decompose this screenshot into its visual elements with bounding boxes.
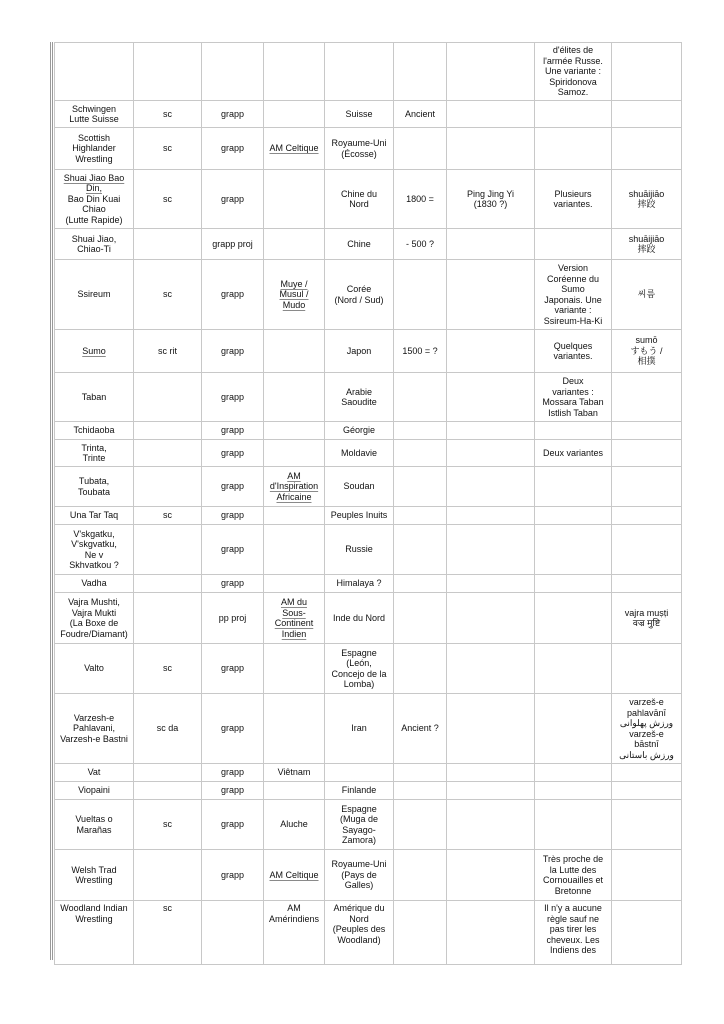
cell-founder <box>447 782 535 800</box>
cell-date <box>394 260 447 330</box>
cell-date <box>394 782 447 800</box>
cell-type <box>134 575 202 593</box>
cell-notes <box>535 507 612 525</box>
cell-date: Ancient <box>394 101 447 128</box>
table-row <box>55 782 682 800</box>
cell-origin: Royaume-Uni (Écosse) <box>325 128 394 170</box>
page-margin-rail <box>50 42 53 960</box>
cell-technique: grapp <box>202 782 264 800</box>
cell-notes <box>535 644 612 694</box>
name-link[interactable]: Shuai Jiao Bao Din, <box>63 172 125 194</box>
cell-origin: Moldavie <box>325 440 394 467</box>
cell-technique: pp proj <box>202 593 264 644</box>
cell-technique: grapp proj <box>202 229 264 260</box>
cell-date <box>394 43 447 101</box>
cell-name: Una Tar Taq <box>55 507 134 525</box>
cell-name: V'skgatku, V'skgvatku, Ne v Skhvatkou ? <box>55 525 134 575</box>
cell-family <box>264 507 325 525</box>
cell-family <box>264 229 325 260</box>
cell-technique: grapp <box>202 101 264 128</box>
martial-arts-table <box>54 42 682 965</box>
cell-type: sc <box>134 170 202 229</box>
native-latin-1: varzeš-e pahlavānī <box>626 697 667 718</box>
cell-technique: grapp <box>202 330 264 373</box>
cell-notes <box>535 694 612 764</box>
table-row <box>55 170 682 229</box>
cell-notes: Quelques variantes. <box>535 330 612 373</box>
cell-notes <box>535 782 612 800</box>
cell-technique: grapp <box>202 422 264 440</box>
table-row <box>55 525 682 575</box>
cell-native-name <box>612 467 682 507</box>
cell-native-name <box>612 901 682 965</box>
cell-notes: Deux variantes : Mossara Taban Istlish Taban <box>535 373 612 422</box>
cell-founder: Ping Jing Yi (1830 ?) <box>447 170 535 229</box>
cell-native-name: vajra muṣṭi वज्र मुष्टि <box>612 593 682 644</box>
table-row <box>55 467 682 507</box>
cell-date <box>394 850 447 901</box>
cell-type <box>134 782 202 800</box>
cell-type <box>134 764 202 782</box>
cell-type <box>134 525 202 575</box>
cell-notes <box>535 128 612 170</box>
cell-technique: grapp <box>202 850 264 901</box>
table-row <box>55 229 682 260</box>
table-row <box>55 128 682 170</box>
table-row <box>55 330 682 373</box>
cell-technique: grapp <box>202 128 264 170</box>
cell-date <box>394 373 447 422</box>
cell-origin: Amérique du Nord (Peuples des Woodland) <box>325 901 394 965</box>
cell-notes <box>535 764 612 782</box>
cell-type <box>134 593 202 644</box>
cell-origin: Japon <box>325 330 394 373</box>
cell-technique <box>202 901 264 965</box>
cell-founder <box>447 507 535 525</box>
cell-technique: grapp <box>202 467 264 507</box>
cell-native-name: shuāijiāo 摔跤 <box>612 229 682 260</box>
cell-name: Taban <box>55 373 134 422</box>
cell-notes <box>535 575 612 593</box>
cell-origin: Russie <box>325 525 394 575</box>
cell-founder <box>447 850 535 901</box>
cell-name: Vadha <box>55 575 134 593</box>
cell-technique: grapp <box>202 694 264 764</box>
cell-origin: Peuples Inuits <box>325 507 394 525</box>
cell-technique: grapp <box>202 507 264 525</box>
table-row <box>55 850 682 901</box>
native-persian-2: ورزش باستانی <box>619 749 674 760</box>
cell-name: Viopaini <box>55 782 134 800</box>
cell-native-name <box>612 440 682 467</box>
cell-name: Welsh Trad Wrestling <box>55 850 134 901</box>
cell-native-name: 씨름 <box>612 260 682 330</box>
table-row <box>55 800 682 850</box>
cell-family: AM Amérindiens <box>264 901 325 965</box>
cell-family <box>264 422 325 440</box>
cell-origin: Himalaya ? <box>325 575 394 593</box>
cell-notes: Version Coréenne du Sumo Japonais. Une variante : Ssireum-Ha-Ki <box>535 260 612 330</box>
cell-date <box>394 800 447 850</box>
cell-technique: grapp <box>202 525 264 575</box>
cell-date <box>394 422 447 440</box>
cell-founder <box>447 901 535 965</box>
cell-name: Vajra Mushti, Vajra Mukti (La Boxe de Foudre/Diamant) <box>55 593 134 644</box>
cell-family <box>264 330 325 373</box>
cell-date <box>394 128 447 170</box>
cell-name: Scottish Highlander Wrestling <box>55 128 134 170</box>
cell-date: 1500 = ? <box>394 330 447 373</box>
cell-founder <box>447 764 535 782</box>
cell-name <box>55 43 134 101</box>
cell-native-name <box>612 644 682 694</box>
cell-native-name: shuāijiāo 摔跤 <box>612 170 682 229</box>
cell-name: Shuai Jiao, Chiao-Ti <box>55 229 134 260</box>
cell-origin: Soudan <box>325 467 394 507</box>
cell-family <box>264 575 325 593</box>
cell-name: Valto <box>55 644 134 694</box>
cell-native-name <box>612 507 682 525</box>
cell-founder <box>447 440 535 467</box>
cell-technique: grapp <box>202 373 264 422</box>
native-persian-1: ورزش پهلوانی <box>619 718 674 728</box>
cell-type: sc <box>134 260 202 330</box>
cell-native-name <box>612 422 682 440</box>
cell-notes <box>535 422 612 440</box>
cell-founder <box>447 101 535 128</box>
cell-family-link[interactable]: Muye / Musul / Mudo <box>264 260 325 330</box>
table-row <box>55 507 682 525</box>
cell-founder <box>447 229 535 260</box>
cell-family-link[interactable]: AM Celtique <box>264 850 325 901</box>
cell-family-link[interactable]: AM Celtique <box>264 128 325 170</box>
cell-technique: grapp <box>202 800 264 850</box>
cell-type <box>134 373 202 422</box>
cell-origin <box>325 764 394 782</box>
cell-name-link[interactable]: Sumo <box>55 330 134 373</box>
cell-notes: Il n'y a aucune règle sauf ne pas tirer les cheveux. Les Indiens des <box>535 901 612 965</box>
cell-name: Schwingen Lutte Suisse <box>55 101 134 128</box>
table-row <box>55 694 682 764</box>
cell-origin <box>325 43 394 101</box>
cell-family-link[interactable]: AM d'Inspiration Africaine <box>264 467 325 507</box>
cell-founder <box>447 422 535 440</box>
cell-date <box>394 507 447 525</box>
table-row <box>55 43 682 101</box>
cell-founder <box>447 800 535 850</box>
cell-family <box>264 170 325 229</box>
cell-origin: Chine du Nord <box>325 170 394 229</box>
cell-notes <box>535 800 612 850</box>
cell-date <box>394 593 447 644</box>
cell-type: sc <box>134 901 202 965</box>
cell-family: Viêtnam <box>264 764 325 782</box>
cell-name <box>55 170 134 229</box>
cell-name: Varzesh-e Pahlavani, Varzesh-e Bastni <box>55 694 134 764</box>
cell-origin: Géorgie <box>325 422 394 440</box>
table-row <box>55 764 682 782</box>
cell-type: sc <box>134 101 202 128</box>
cell-name: Vueltas o Marañas <box>55 800 134 850</box>
cell-type <box>134 440 202 467</box>
cell-founder <box>447 644 535 694</box>
cell-type: sc <box>134 644 202 694</box>
cell-technique: grapp <box>202 170 264 229</box>
cell-origin: Suisse <box>325 101 394 128</box>
native-latin-2: varzeš-e bāstnī <box>629 728 664 749</box>
table-row <box>55 373 682 422</box>
table-row <box>55 901 682 965</box>
cell-type: sc da <box>134 694 202 764</box>
cell-date <box>394 467 447 507</box>
table-row <box>55 422 682 440</box>
cell-notes <box>535 229 612 260</box>
cell-origin: Arabie Saoudite <box>325 373 394 422</box>
cell-founder <box>447 373 535 422</box>
cell-technique: grapp <box>202 764 264 782</box>
cell-date <box>394 901 447 965</box>
cell-founder <box>447 128 535 170</box>
cell-native-name <box>612 101 682 128</box>
cell-native-name <box>612 764 682 782</box>
cell-name: Trinta, Trinte <box>55 440 134 467</box>
cell-native-name <box>612 525 682 575</box>
table-row <box>55 644 682 694</box>
cell-type <box>134 43 202 101</box>
cell-native-name <box>612 128 682 170</box>
table-row <box>55 440 682 467</box>
cell-family <box>264 525 325 575</box>
cell-notes: d'élites de l'armée Russe. Une variante : Spiridonova Samoz. <box>535 43 612 101</box>
cell-founder <box>447 575 535 593</box>
cell-origin: Finlande <box>325 782 394 800</box>
cell-type: sc <box>134 507 202 525</box>
cell-founder <box>447 260 535 330</box>
name-text: Bao Din Kuai Chiao (Lutte Rapide) <box>65 193 123 225</box>
table-row <box>55 101 682 128</box>
cell-founder <box>447 694 535 764</box>
cell-name: Ssireum <box>55 260 134 330</box>
cell-native-name <box>612 43 682 101</box>
cell-native-name <box>612 575 682 593</box>
cell-origin: Espagne (León, Concejo de la Lomba) <box>325 644 394 694</box>
cell-date <box>394 575 447 593</box>
table-row <box>55 260 682 330</box>
cell-notes <box>535 593 612 644</box>
cell-type: sc <box>134 128 202 170</box>
cell-date: - 500 ? <box>394 229 447 260</box>
cell-type <box>134 467 202 507</box>
cell-technique: grapp <box>202 575 264 593</box>
cell-technique: grapp <box>202 260 264 330</box>
cell-founder <box>447 593 535 644</box>
cell-family <box>264 373 325 422</box>
cell-name: Vat <box>55 764 134 782</box>
cell-notes <box>535 467 612 507</box>
cell-family <box>264 782 325 800</box>
cell-native-name <box>612 850 682 901</box>
table-row <box>55 593 682 644</box>
cell-notes <box>535 101 612 128</box>
cell-family <box>264 694 325 764</box>
cell-date <box>394 644 447 694</box>
cell-founder <box>447 525 535 575</box>
cell-type: sc rit <box>134 330 202 373</box>
cell-family <box>264 101 325 128</box>
cell-native-name <box>612 800 682 850</box>
cell-notes: Plusieurs variantes. <box>535 170 612 229</box>
cell-origin: Iran <box>325 694 394 764</box>
cell-origin: Inde du Nord <box>325 593 394 644</box>
cell-technique: grapp <box>202 440 264 467</box>
cell-founder <box>447 43 535 101</box>
cell-date: 1800 = <box>394 170 447 229</box>
cell-notes: Très proche de la Lutte des Cornouailles et Bretonne <box>535 850 612 901</box>
cell-technique <box>202 43 264 101</box>
cell-notes <box>535 525 612 575</box>
cell-name: Tchidaoba <box>55 422 134 440</box>
cell-origin: Espagne (Muga de Sayago- Zamora) <box>325 800 394 850</box>
cell-type: sc <box>134 800 202 850</box>
cell-family: Aluche <box>264 800 325 850</box>
cell-date <box>394 525 447 575</box>
cell-family <box>264 644 325 694</box>
cell-date: Ancient ? <box>394 694 447 764</box>
cell-date <box>394 764 447 782</box>
cell-type <box>134 422 202 440</box>
cell-native-name <box>612 373 682 422</box>
cell-name: Woodland Indian Wrestling <box>55 901 134 965</box>
cell-origin: Corée (Nord / Sud) <box>325 260 394 330</box>
cell-name: Tubata, Toubata <box>55 467 134 507</box>
cell-founder <box>447 330 535 373</box>
table-row <box>55 575 682 593</box>
cell-date <box>394 440 447 467</box>
cell-family-link[interactable]: AM du Sous- Continent Indien <box>264 593 325 644</box>
cell-native-name <box>612 694 682 764</box>
cell-type <box>134 229 202 260</box>
cell-technique: grapp <box>202 644 264 694</box>
cell-founder <box>447 467 535 507</box>
cell-origin: Chine <box>325 229 394 260</box>
cell-family <box>264 43 325 101</box>
cell-native-name <box>612 782 682 800</box>
cell-notes: Deux variantes <box>535 440 612 467</box>
cell-native-name: sumō すもう / 相撲 <box>612 330 682 373</box>
cell-origin: Royaume-Uni (Pays de Galles) <box>325 850 394 901</box>
cell-family <box>264 440 325 467</box>
cell-type <box>134 850 202 901</box>
